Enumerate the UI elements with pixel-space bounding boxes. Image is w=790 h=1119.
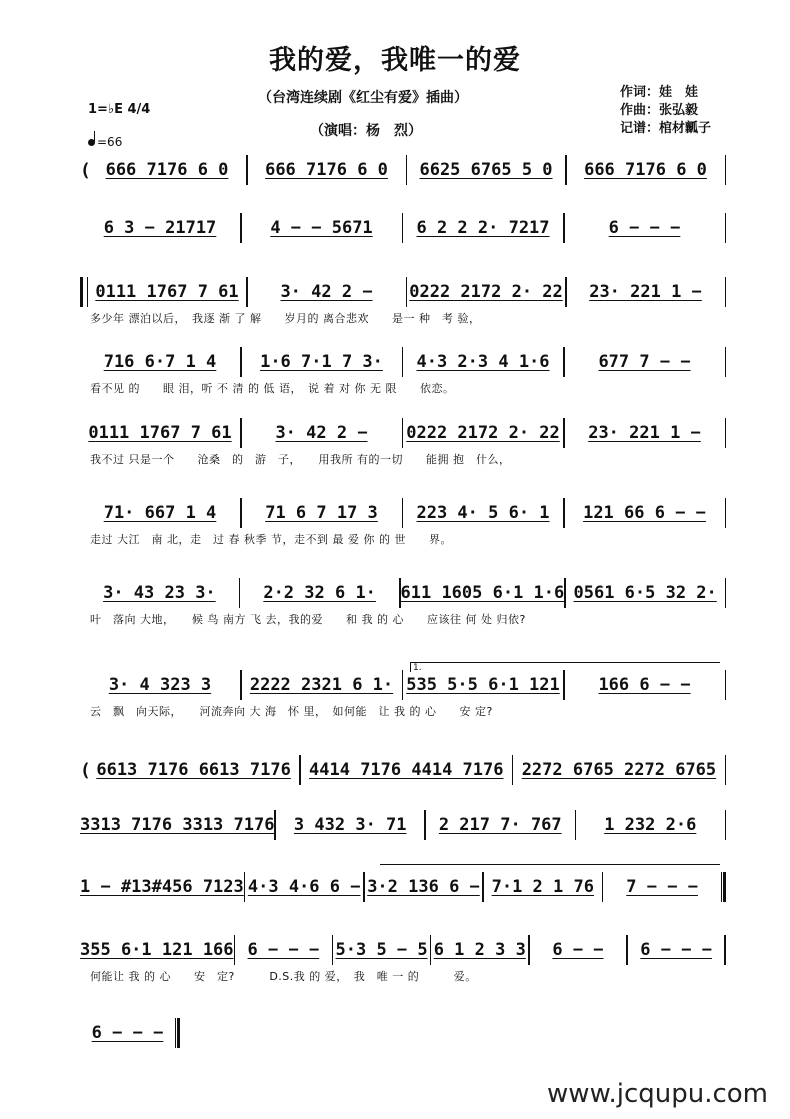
measure: 611 1605 6·1 1·6 (400, 583, 565, 603)
repeat-start-bar (80, 277, 88, 307)
measure: 3·2 136 6 − (367, 877, 480, 897)
measure: 4·3 4·6 6 − (247, 877, 361, 897)
measure: 1 − #13#456 7123 (80, 877, 244, 897)
measure: 716 6·7 1 4 (103, 352, 217, 372)
measure: 6 − − − (91, 1023, 164, 1043)
music-line (80, 578, 726, 608)
measure: 666 7176 6 0 (105, 160, 229, 180)
measure: 0561 6·5 32 2· (573, 583, 717, 603)
open-paren: ( (80, 759, 91, 781)
measure: 666 7176 6 0 (584, 160, 707, 180)
measure: 3· 43 23 3· (103, 583, 216, 603)
measure: 677 7 − − (598, 352, 691, 372)
barline (725, 155, 727, 185)
measure: 121 66 6 − − (583, 503, 706, 523)
music-line (80, 1018, 180, 1048)
composer: 作曲：张弘毅 (620, 103, 699, 118)
lyric-line: 看不见 的 眼 泪，听 不 清 的 低 语， 说 着 对 你 无 限 依恋。 (90, 382, 455, 395)
measure: 7 − − − (626, 877, 698, 897)
measure: 71· 667 1 4 (103, 503, 217, 523)
measure: 6 1 2 3 3 (433, 940, 526, 960)
measure: 1 232 2·6 (604, 815, 697, 835)
measure: 0111 1767 7 61 (95, 282, 239, 302)
singer: （演唱：杨 烈） (310, 123, 422, 139)
barline (725, 498, 727, 528)
music-line (80, 277, 726, 307)
barline (725, 810, 727, 840)
measure: 666 7176 6 0 (265, 160, 388, 180)
tempo-value: =66 (97, 135, 123, 149)
barline (725, 578, 727, 608)
measure: 3 432 3· 71 (293, 815, 407, 835)
music-line (80, 670, 726, 700)
music-line (80, 347, 726, 377)
barline (725, 670, 727, 700)
measure: 71 6 7 17 3 (265, 503, 378, 523)
music-line (80, 498, 726, 528)
barline (721, 872, 726, 902)
measure: 6 3 − 21717 (103, 218, 217, 238)
measure: 3· 4 323 3 (108, 675, 212, 695)
tempo-mark (88, 135, 122, 149)
barline (725, 213, 727, 243)
subtitle: （台湾连续剧《红尘有爱》插曲） (258, 90, 468, 106)
transcriber: 记谱：棺材瓤子 (620, 121, 712, 136)
lyricist: 作词：娃 娃 (620, 85, 699, 100)
lyric-line: 走过 大江 南 北，走 过 春 秋季 节，走不到 最 爱 你 的 世 界。 (90, 533, 452, 546)
measure: 535 5·5 6·1 121 (406, 675, 560, 695)
measure: 223 4· 5 6· 1 (416, 503, 550, 523)
music-line (80, 213, 726, 243)
lyric-line: 多少年 漂泊以后， 我逐 渐 了 解 岁月的 离合悲欢 是一 种 考 验， (90, 312, 481, 325)
measure: 23· 221 1 − (588, 423, 701, 443)
music-line (80, 155, 726, 185)
measure: 1·6 7·1 7 3· (260, 352, 383, 372)
barline (175, 1018, 180, 1048)
music-line (80, 810, 726, 840)
measure: 6 2 2 2· 7217 (416, 218, 550, 238)
key-signature: 1=♭E 4/4 (88, 102, 151, 117)
music-line (80, 755, 726, 785)
measure: 0222 2172 2· 22 (409, 282, 563, 302)
credits (620, 84, 711, 138)
measure: 166 6 − − (598, 675, 691, 695)
measure: 23· 221 1 − (589, 282, 702, 302)
measure: 6613 7176 6613 7176 (96, 760, 291, 780)
measure: 6 − − − (247, 940, 320, 960)
measure: 2272 6765 2272 6765 (521, 760, 717, 780)
measure: 4·3 2·3 4 1·6 (416, 352, 550, 372)
measure: 7·1 2 1 76 (491, 877, 594, 897)
measure: 6625 6765 5 0 (419, 160, 553, 180)
measure: 3313 7176 3313 7176 (80, 815, 275, 835)
measure: 2·2 32 6 1· (263, 583, 376, 603)
measure: 6 − − − (640, 940, 712, 960)
ending-bracket (380, 864, 720, 875)
measure: 3· 42 2 − (280, 282, 373, 302)
measure: 0222 2172 2· 22 (406, 423, 560, 443)
barline (725, 277, 727, 307)
measure: 355 6·1 121 166 (80, 940, 234, 960)
barline (725, 418, 727, 448)
measure: 6 − − − (608, 218, 681, 238)
watermark: www.jcqupu.com (547, 1079, 768, 1109)
lyric-line: 何能让 我 的 心 安 定? D.S.我 的 爱， 我 唯 一 的 爱。 (90, 970, 477, 983)
measure: 5·3 5 − 5 (335, 940, 428, 960)
music-line (80, 418, 726, 448)
measure: 2 217 7· 767 (438, 815, 562, 835)
measure: 6 − − (552, 940, 604, 960)
quarter-note-icon (88, 139, 95, 146)
lyric-line: 云 飘 向天际， 河流奔向 大 海 怀 里， 如何能 让 我 的 心 安 定? (90, 705, 493, 718)
measure: 2222 2321 6 1· (249, 675, 394, 695)
song-title: 我的爱，我唯一的爱 (269, 45, 521, 76)
measure: 4414 7176 4414 7176 (309, 760, 504, 780)
barline (725, 755, 727, 785)
barline (725, 347, 727, 377)
measure: 4 − − 5671 (270, 218, 373, 238)
music-line (80, 872, 726, 902)
barline (724, 935, 726, 965)
measure: 0111 1767 7 61 (88, 423, 232, 443)
open-paren: ( (80, 159, 91, 181)
lyric-line: 叶 落向 大地， 候 鸟 南方 飞 去，我的爱 和 我 的 心 应该往 何 处 归依? (90, 613, 526, 626)
measure: 3· 42 2 − (275, 423, 368, 443)
music-line (80, 935, 726, 965)
lyric-line: 我不过 只是一个 沧桑 的 游 子， 用我所 有的一切 能拥 抱 什么， (90, 453, 511, 466)
first-ending-bracket: 1. (410, 662, 720, 672)
